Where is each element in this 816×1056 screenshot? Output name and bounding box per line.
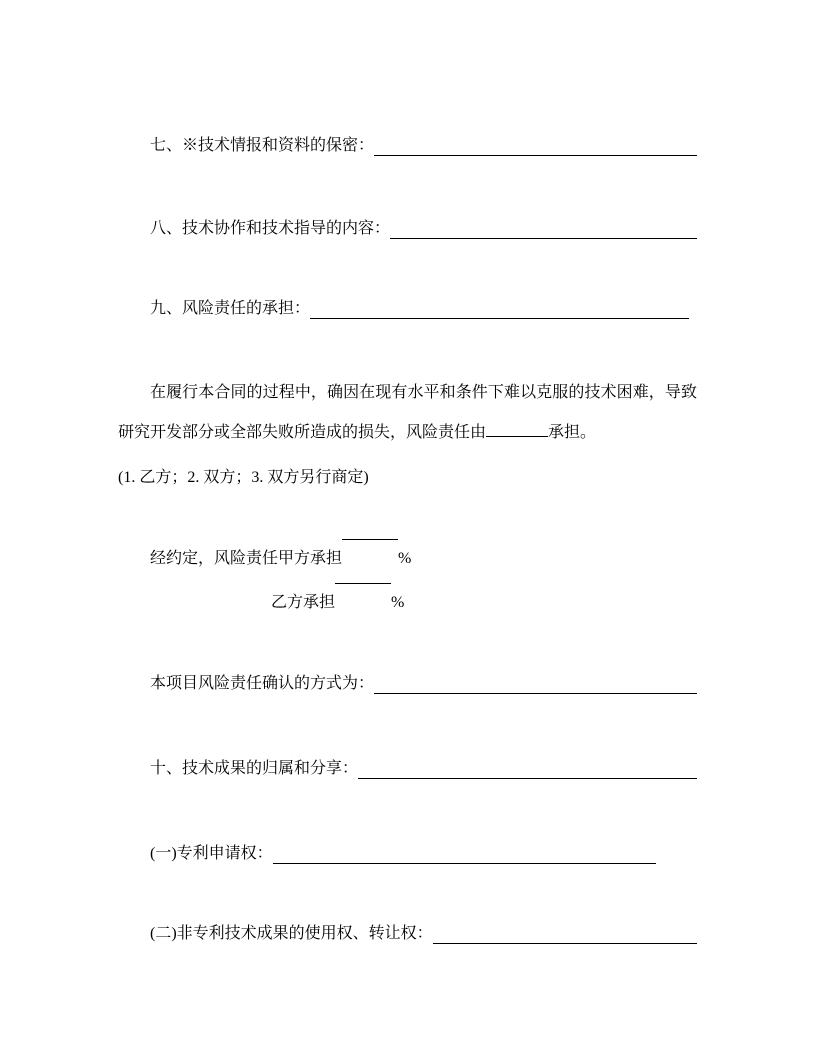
- risk-party-a-percent-blank: [342, 538, 398, 540]
- risk-liability-paragraph: [118, 373, 697, 453]
- risk-paragraph-text-after: 承担。: [548, 424, 597, 441]
- risk-paragraph-text-before: 在履行本合同的过程中，确因在现有水平和条件下难以克服的技术困难，导致研究开发部分或全部失败所造成的损失，风险责任由: [118, 384, 697, 441]
- risk-options-row: [118, 457, 697, 499]
- risk-party-blank-line: [486, 435, 548, 437]
- item-1-label: (一)专利申请权：: [150, 845, 273, 862]
- section-10-label: 十、技术成果的归属和分享：: [150, 760, 359, 777]
- risk-party-b-row: [271, 582, 697, 624]
- risk-confirm-blank-line: [374, 663, 697, 694]
- risk-options-text: (1. 乙方；2. 双方；3. 双方另行商定): [118, 469, 369, 486]
- item-2-label: (二)非专利技术成果的使用权、转让权：: [150, 925, 433, 942]
- risk-confirm-row: [118, 663, 697, 705]
- item-2-row: [118, 913, 697, 955]
- section-7-row: [118, 125, 697, 167]
- risk-party-b-percent-blank: [335, 582, 391, 584]
- section-10-row: [118, 748, 697, 790]
- risk-confirm-label: 本项目风险责任确认的方式为：: [150, 675, 375, 692]
- item-1-row: [118, 833, 697, 875]
- risk-party-b-percent-sign: %: [391, 594, 405, 611]
- risk-party-a-row: [118, 538, 697, 580]
- section-7-blank-line: [374, 125, 697, 156]
- risk-party-a-percent-sign: %: [398, 550, 412, 567]
- section-9-label: 九、风险责任的承担：: [150, 300, 311, 317]
- section-8-row: [118, 208, 697, 250]
- section-10-blank-line: [358, 748, 697, 779]
- item-2-blank-line: [433, 913, 697, 944]
- section-8-label: 八、技术协作和技术指导的内容：: [150, 220, 391, 237]
- risk-party-b-text: 乙方承担: [271, 594, 336, 611]
- section-9-row: [118, 288, 697, 330]
- section-7-label: 七、※技术情报和资料的保密：: [150, 137, 375, 154]
- item-1-blank-line: [273, 833, 656, 864]
- section-9-blank-line: [310, 288, 689, 319]
- risk-party-a-text: 经约定，风险责任甲方承担: [150, 550, 343, 567]
- section-8-blank-line: [390, 208, 697, 239]
